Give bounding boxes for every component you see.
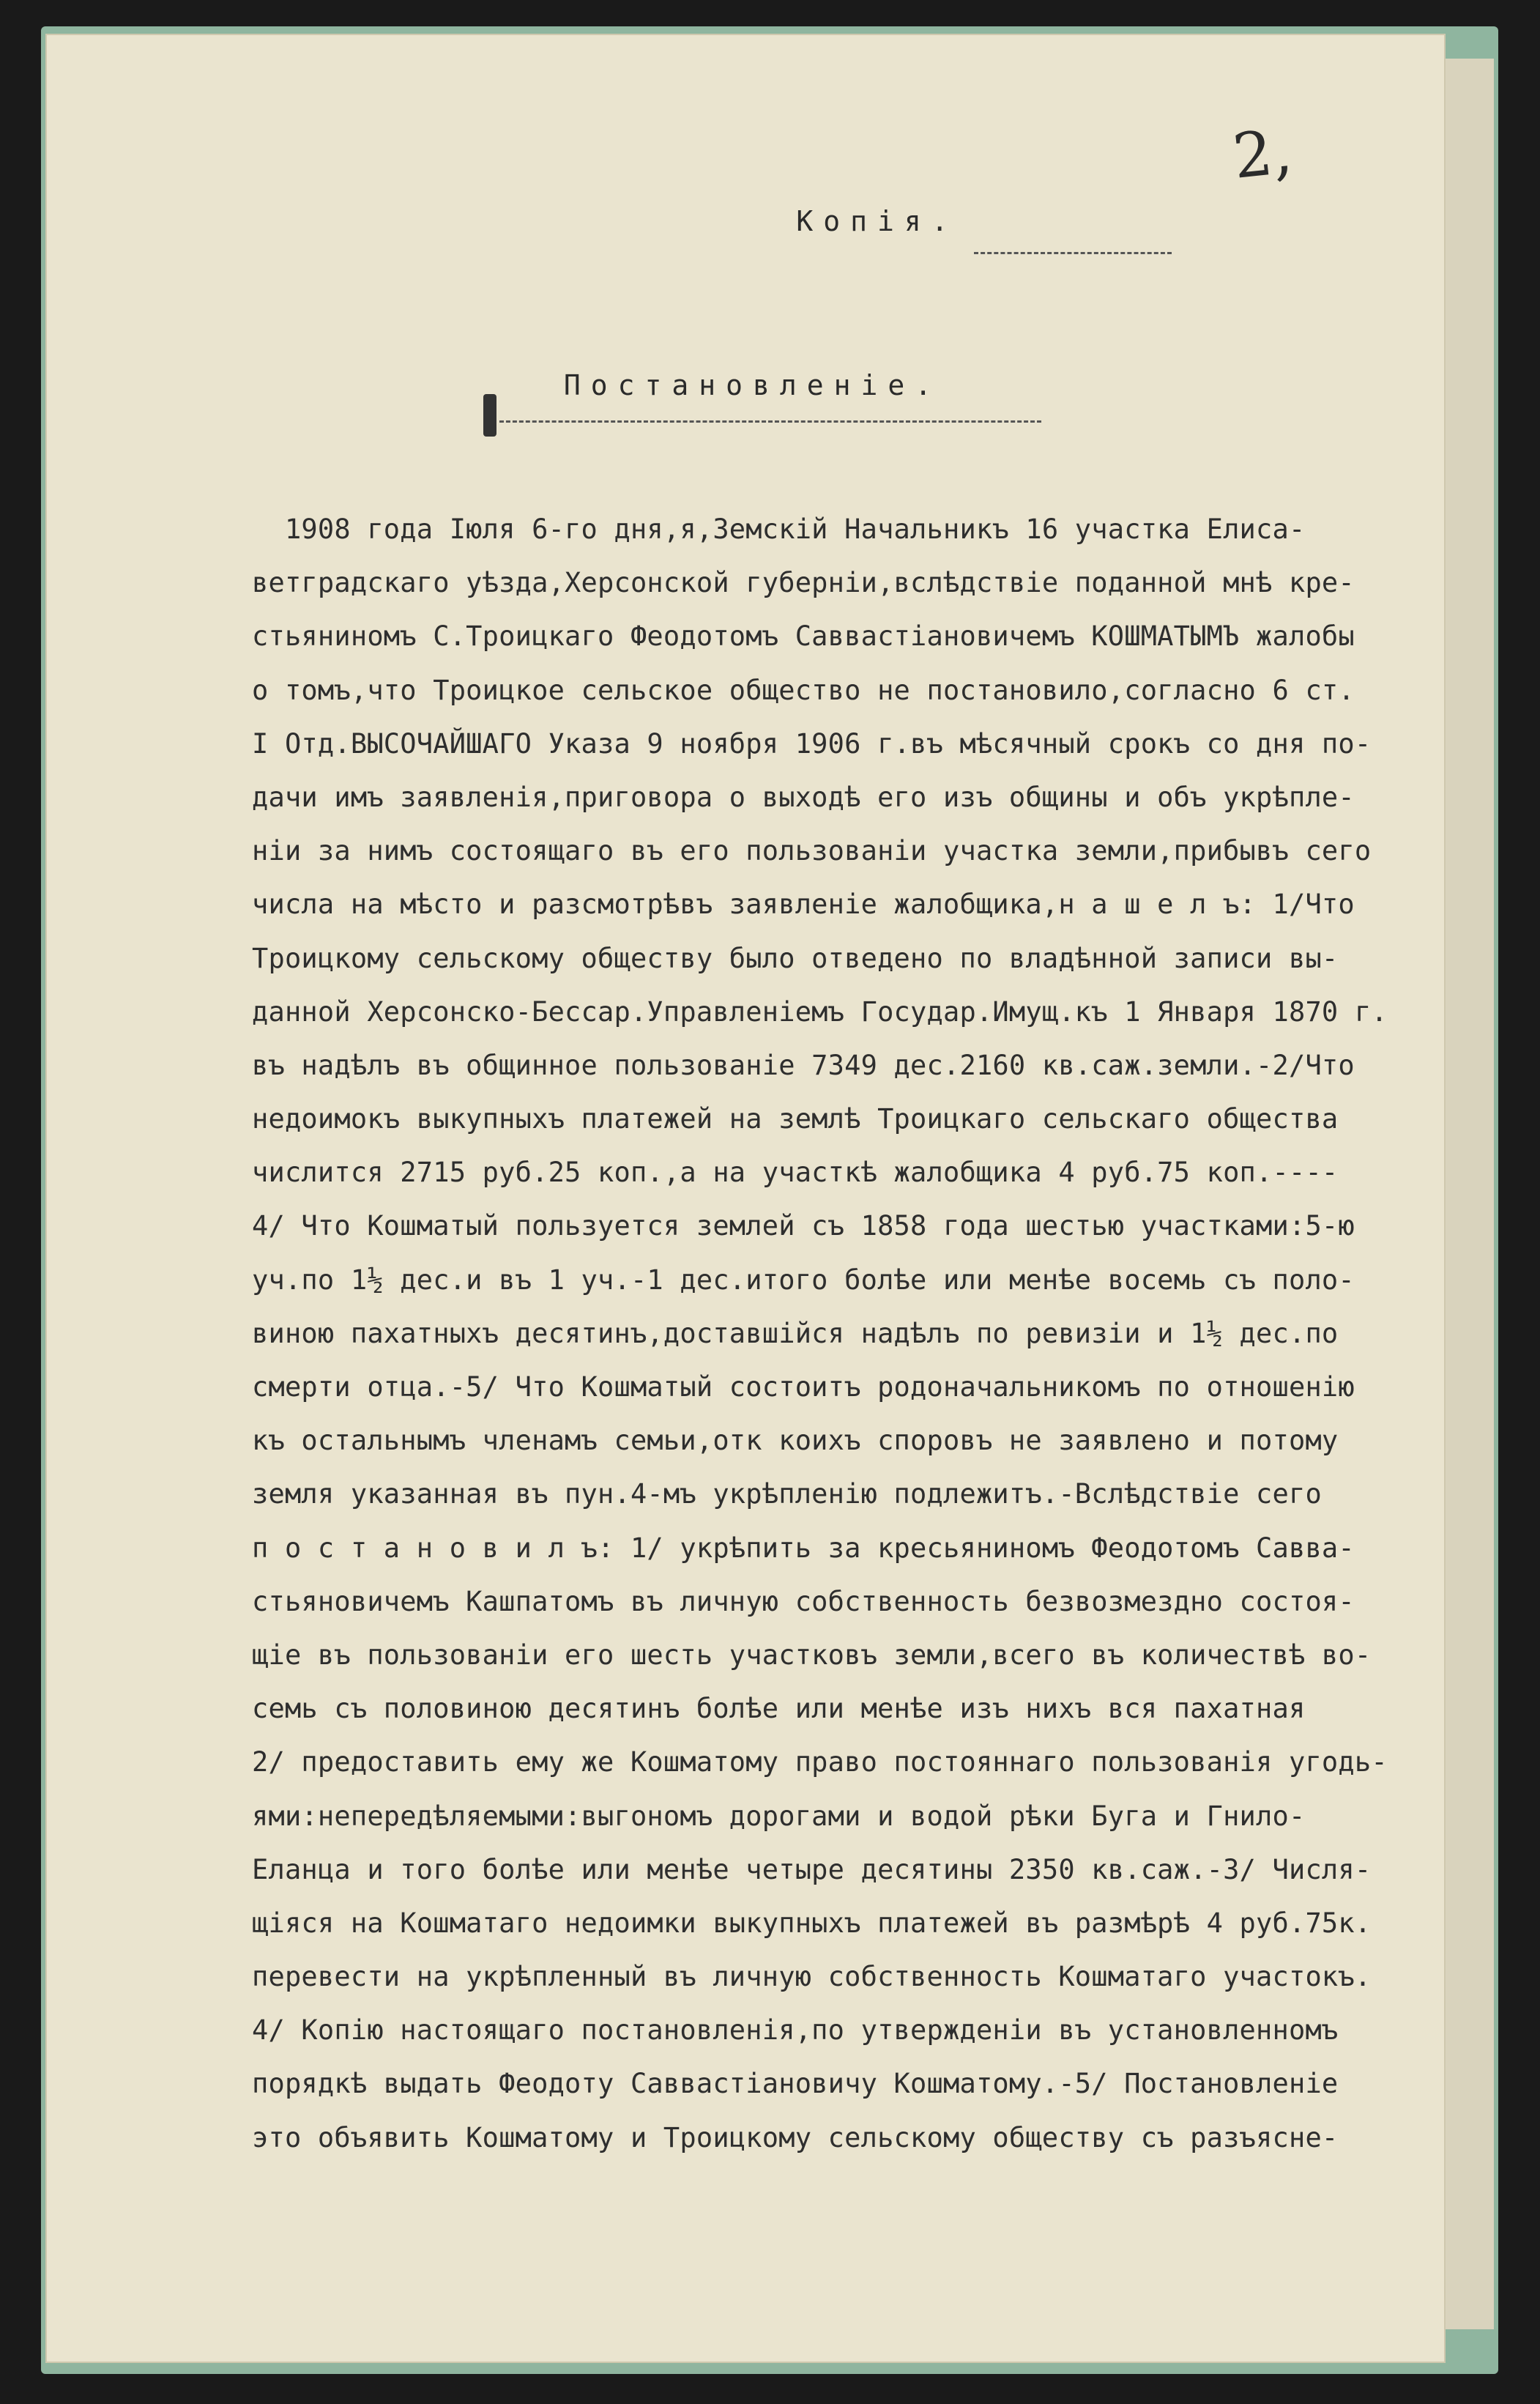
body-line: порядкѣ выдать Феодоту Саввастіановичу Кошматому.-5/ Постановленіе [252, 2068, 1339, 2100]
body-line: щіяся на Кошматаго недоимки выкупныхъ платежей въ размѣрѣ 4 руб.75к. [252, 1907, 1372, 1939]
body-line: Еланца и того болѣе или менѣе четыре десятины 2350 кв.саж.-3/ Числя- [252, 1853, 1372, 1885]
body-line: къ остальнымъ членамъ семьи,отк коихъ споровъ не заявлено и потому [252, 1425, 1339, 1457]
body-line: ями:непередѣляемыми:выгономъ дорогами и водой рѣки Буга и Гнило- [252, 1800, 1306, 1832]
body-line: данной Херсонско-Бессар.Управленіемъ Государ.Имущ.къ 1 Января 1870 г. [252, 995, 1388, 1028]
copy-title-underline [974, 252, 1172, 254]
body-line: виною пахатныхъ десятинъ,доставшійся надѣлъ по ревизіи и 1½ дес.по [252, 1317, 1339, 1349]
body-line: I Отд.ВЫСОЧАЙШАГО Указа 9 ноября 1906 г.въ мѣсячный срокъ со дня по- [252, 727, 1372, 760]
decree-title-underline [499, 420, 1041, 423]
body-line: 4/ Что Кошматый пользуется землей съ 1858 года шестью участками:5-ю [252, 1210, 1355, 1242]
body-line: стьяниномъ С.Троицкаго Феодотомъ Саввастіановичемъ КОШМАТЫМЪ жалобы [252, 620, 1355, 653]
body-line: это объявить Кошматому и Троицкому сельскому обществу съ разъясне- [252, 2121, 1339, 2153]
body-line: земля указанная въ пун.4-мъ укрѣпленію подлежитъ.-Вслѣдствіе сего [252, 1478, 1322, 1510]
body-line: семь съ половиною десятинъ болѣе или менѣе изъ нихъ вся пахатная [252, 1693, 1306, 1725]
copy-title: Копія. [796, 205, 959, 237]
body-line: щіе въ пользованіи его шесть участковъ земли,всего въ количествѣ во- [252, 1639, 1372, 1671]
body-line: 2/ предоставить ему же Кошматому право постояннаго пользованія угодь- [252, 1746, 1388, 1778]
body-line: перевести на укрѣпленный въ личную собственность Кошматаго участокъ. [252, 1961, 1372, 1993]
body-line: смерти отца.-5/ Что Кошматый состоитъ родоначальникомъ по отношенію [252, 1371, 1355, 1403]
body-line: Троицкому сельскому обществу было отведено по владѣнной записи вы- [252, 942, 1339, 974]
body-line: уч.по 1½ дес.и въ 1 уч.-1 дес.итого болѣе или менѣе восемь съ поло- [252, 1264, 1355, 1296]
body-line: дачи имъ заявленія,приговора о выходѣ его изъ общины и объ укрѣпле- [252, 781, 1355, 813]
body-line: недоимокъ выкупныхъ платежей на землѣ Троицкаго сельскаго общества [252, 1103, 1339, 1135]
body-line: 4/ Копію настоящаго постановленія,по утвержденіи въ установленномъ [252, 2014, 1339, 2047]
document-sheet [45, 34, 1446, 2363]
page-number: 2, [1229, 115, 1295, 193]
body-line: числа на мѣсто и разсмотрѣвъ заявленіе жалобщика,н а ш е л ъ: 1/Что [252, 888, 1355, 921]
body-line: п о с т а н о в и л ъ: 1/ укрѣпить за кресьяниномъ Феодотомъ Савва- [252, 1532, 1355, 1564]
decree-title: Постановленіе. [563, 369, 942, 401]
body-line: ветградскаго уѣзда,Херсонской губерніи,вслѣдствіе поданной мнѣ кре- [252, 567, 1355, 599]
body-line: въ надѣлъ въ общинное пользованіе 7349 дес.2160 кв.саж.земли.-2/Что [252, 1049, 1355, 1081]
body-line: о томъ,что Троицкое сельское общество не постановило,согласно 6 ст. [252, 674, 1355, 706]
body-line: ніи за нимъ состоящаго въ его пользованіи участка земли,прибывъ сего [252, 835, 1372, 867]
decree-body-text [252, 502, 1468, 2164]
body-line: стьяновичемъ Кашпатомъ въ личную собственность безвозмездно состоя- [252, 1585, 1355, 1617]
body-line: 1908 года Іюля 6-го дня,я,Земскій Начальникъ 16 участка Елиса- [252, 513, 1306, 545]
body-line: числится 2715 руб.25 коп.,а на участкѣ жалобщика 4 руб.75 коп.---- [252, 1157, 1339, 1189]
